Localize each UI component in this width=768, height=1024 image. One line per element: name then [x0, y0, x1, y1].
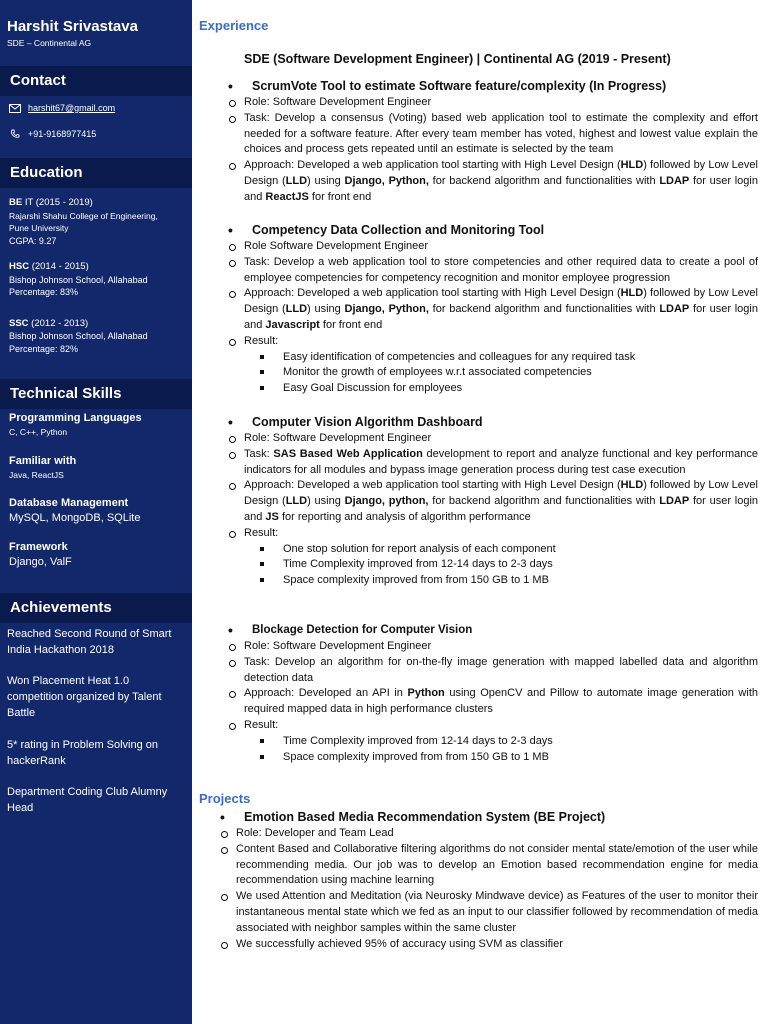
phone-icon	[9, 129, 21, 139]
edu-institution-line: Pune University	[9, 223, 69, 233]
project-approach: Approach: Developed an API in Python using OpenCV and Pillow to automate image generation with required mapped data in high performance clusters	[228, 686, 758, 718]
skill-title: Familiar with	[9, 455, 77, 467]
skill-value: MySQL, MongoDB, SQLite	[9, 512, 141, 524]
project-role: Role: Software Development Engineer	[228, 95, 758, 111]
edu-degree: HSC	[9, 261, 30, 272]
phone-number: +91-9168977415	[28, 129, 97, 139]
result-item: Space complexity improved from from 150 GB to 1 MB	[228, 573, 758, 589]
achievement-item: Won Placement Heat 1.0 competition organized by Talent Battle	[7, 675, 162, 719]
skills-block	[9, 412, 187, 568]
edu-score: Percentage: 82%	[9, 343, 79, 354]
contact-email-row	[9, 101, 187, 115]
project-bullet: Role: Developer and Team Lead	[220, 826, 758, 842]
job-title: SDE (Software Development Engineer) | Continental AG (2019 - Present)	[244, 52, 671, 66]
edu-institution-line: Rajarshi Shahu College of Engineering,	[9, 210, 158, 221]
contact-heading: Contact	[0, 66, 192, 96]
contact-block	[9, 101, 187, 141]
project-approach: Approach: Developed a web application tool starting with High Level Design (HLD) followed by Low Level Design (LLD) using Django, Python, for backend algorithm and functionalities with LDAP for user login and Javascript for front end	[228, 286, 758, 333]
skill-title: Framework	[9, 541, 68, 553]
edu-institution-line: Bishop Johnson School, Allahabad	[9, 274, 148, 285]
skill-group	[9, 541, 187, 568]
skill-value: Java, ReactJS	[9, 470, 64, 480]
skill-value: C, C++, Python	[9, 427, 68, 437]
projects-item	[220, 809, 758, 952]
education-item-be	[9, 197, 187, 247]
achievement-item: Reached Second Round of Smart India Hackathon 2018	[7, 628, 172, 656]
experience-project	[228, 78, 758, 206]
edu-degree-years: (2012 - 2013)	[28, 317, 89, 329]
result-item: Monitor the growth of employees w.r.t associated competencies	[228, 365, 758, 381]
result-item: Easy Goal Discussion for employees	[228, 381, 758, 397]
project-approach: Approach: Developed a web application tool starting with High Level Design (HLD) followed by Low Level Design (LLD) using Django, Python, for backend algorithm and functionalities with LDAP for user login and ReactJS for front end	[228, 158, 758, 205]
skill-title: Database Management	[9, 497, 129, 509]
sidebar	[0, 0, 192, 1024]
project-task: Task: SAS Based Web Application development to report and analyze functional and key performance indicators for all modules and bypass image generation process during test case execution	[228, 447, 758, 479]
project-bullet: We successfully achieved 95% of accuracy using SVM as classifier	[220, 937, 758, 953]
email-link[interactable]: harshit67@gmail.com	[28, 103, 116, 113]
projects-heading: Projects	[199, 791, 251, 806]
project-title: • ScrumVote Tool to estimate Software feature/complexity (In Progress)	[228, 78, 758, 95]
project-bullet: Content Based and Collaborative filtering algorithms do not consider mental state/emotion of the user while recommending media. Our job was to develop an Emotion based recommendation engine for media recommendation using machine learning	[220, 842, 758, 889]
edu-degree: SSC	[9, 317, 29, 329]
profile-name: Harshit Srivastava	[7, 18, 138, 35]
project-task: Task: Develop a web application tool to store competencies and other required data to create a pool of employee competencies for competency recognition and monitor employee progression	[228, 255, 758, 287]
result-item: Time Complexity improved from 12-14 days to 2-3 days	[228, 734, 758, 750]
project-result-label: Result:	[228, 334, 758, 350]
project-title: • Computer Vision Algorithm Dashboard	[228, 414, 758, 431]
project-result-label: Result:	[228, 526, 758, 542]
result-item: One stop solution for report analysis of each component	[228, 542, 758, 558]
achievements-heading: Achievements	[0, 593, 192, 623]
edu-degree: BE	[9, 197, 23, 208]
edu-score: Percentage: 83%	[9, 287, 79, 297]
project-approach: Approach: Developed a web application tool starting with High Level Design (HLD) followed by Low Level Design (LLD) using Django, python, for backend algorithm and functionalities with LDAP for user login and JS for reporting and analysis of algorithm performance	[228, 478, 758, 525]
skill-value: Django, ValF	[9, 556, 72, 568]
result-item: Space complexity improved from from 150 GB to 1 MB	[228, 750, 758, 766]
achievement-item: Department Coding Club Alumny Head	[7, 786, 168, 814]
skill-title: Programming Languages	[9, 412, 142, 424]
project-bullet: We used Attention and Meditation (via Neurosky Mindwave device) as Features of the user to monitor their instantaneous mental state which we fed as an input to our classifier followed by recommendation of media associated with neighbor samples within the same cluster	[220, 889, 758, 936]
project-role: Role Software Development Engineer	[228, 239, 758, 255]
experience-heading: Experience	[199, 18, 269, 33]
edu-degree-years: IT (2015 - 2019)	[22, 197, 93, 208]
project-role: Role: Software Development Engineer	[228, 639, 758, 655]
contact-phone-row	[9, 127, 187, 141]
result-item: Time Complexity improved from 12-14 days to 2-3 days	[228, 557, 758, 573]
profile-subtitle: SDE – Continental AG	[7, 38, 92, 48]
skill-group	[9, 412, 187, 437]
project-result-label: Result:	[228, 718, 758, 734]
experience-project	[228, 222, 758, 397]
education-heading: Education	[0, 158, 192, 188]
edu-score: CGPA: 9.27	[9, 235, 57, 246]
project-task: Task: Develop an algorithm for on-the-fly image generation with mapped labelled data and algorithm detection data	[228, 655, 758, 687]
education-item-hsc	[9, 261, 187, 299]
result-item: Easy identification of competencies and colleagues for any required task	[228, 350, 758, 366]
education-block	[9, 197, 187, 355]
project-role: Role: Software Development Engineer	[228, 431, 758, 447]
skill-group	[9, 497, 187, 524]
achievement-item: 5* rating in Problem Solving on hackerRank	[7, 739, 159, 767]
envelope-icon	[9, 103, 21, 113]
edu-institution-line: Bishop Johnson School, Allahabad	[9, 331, 148, 341]
skills-heading: Technical Skills	[0, 379, 192, 409]
project-task: Task: Develop a consensus (Voting) based web application tool to estimate the complexity and effort needed for a software feature. After every team member has voted, highest and lowest value explain the choices and process gets repeated until an estimate is selected by the team	[228, 111, 758, 158]
project-title: • Emotion Based Media Recommendation System (BE Project)	[220, 809, 758, 826]
main-content	[192, 0, 768, 1024]
skill-group	[9, 455, 187, 480]
edu-degree-years: (2014 - 2015)	[29, 261, 89, 272]
education-item-ssc	[9, 318, 187, 356]
project-title: • Blockage Detection for Computer Vision	[228, 622, 758, 639]
experience-project	[228, 414, 758, 589]
project-title: • Competency Data Collection and Monitoring Tool	[228, 222, 758, 239]
experience-project	[228, 622, 758, 765]
